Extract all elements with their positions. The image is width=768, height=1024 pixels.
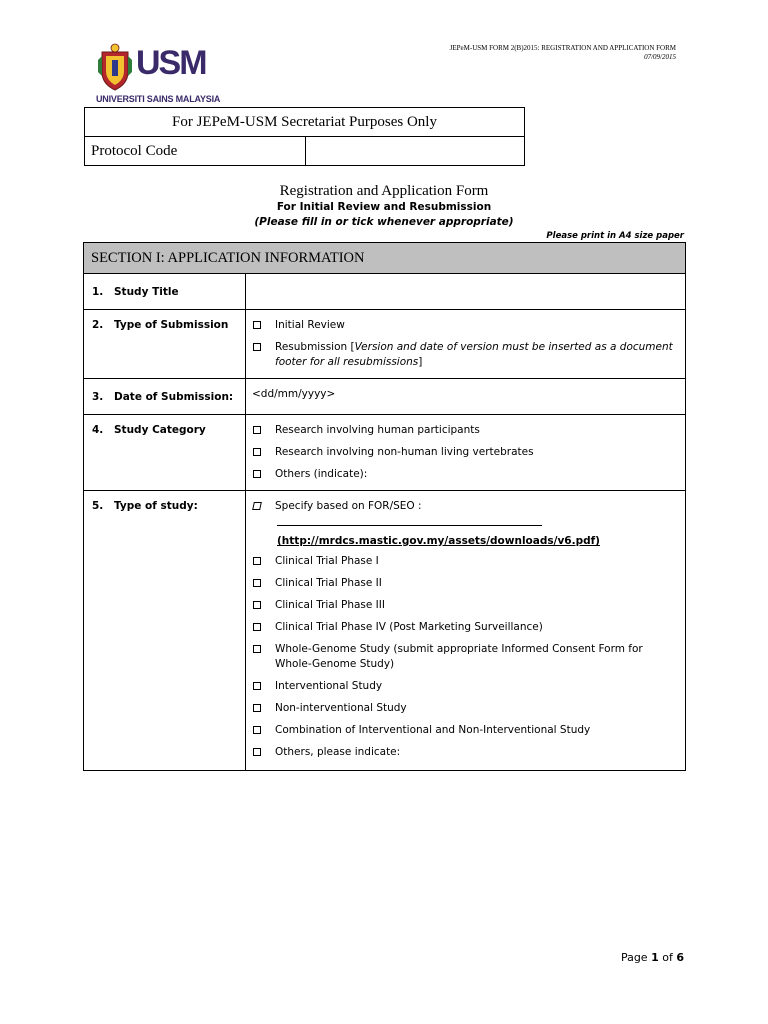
submission-type-label: 2. Type of Submission	[84, 310, 246, 379]
form-instruction: (Please fill in or tick whenever appropriate)	[254, 216, 514, 228]
table-row	[84, 310, 686, 379]
table-row	[84, 491, 686, 771]
option-resubmission[interactable]: Resubmission [Version and date of version must be inserted as a document footer for all resubmissions]	[252, 340, 679, 370]
checkbox-icon[interactable]	[253, 557, 261, 565]
option-clinical-phase-3[interactable]: Clinical Trial Phase III	[252, 598, 679, 613]
checkbox-icon[interactable]	[253, 645, 261, 653]
option-human-participants[interactable]: Research involving human participants	[252, 423, 679, 438]
date-label: 3. Date of Submission:	[84, 379, 246, 415]
logo-university-name: UNIVERSITI SAINS MALAYSIA	[96, 94, 221, 104]
checkbox-icon[interactable]	[253, 343, 261, 351]
protocol-code-field[interactable]	[306, 137, 525, 166]
form-ref-text: JEPeM-USM FORM 2(B)2015: REGISTRATION AND APPLICATION FORM	[449, 44, 676, 52]
for-seo-input-line[interactable]	[277, 516, 542, 526]
option-non-interventional[interactable]: Non-interventional Study	[252, 701, 679, 716]
protocol-code-label: Protocol Code	[85, 137, 306, 166]
option-clinical-phase-1[interactable]: Clinical Trial Phase I	[252, 554, 679, 569]
option-specify-for-seo[interactable]: Specify based on FOR/SEO :	[252, 499, 679, 514]
checkbox-icon[interactable]	[253, 579, 261, 587]
option-interventional[interactable]: Interventional Study	[252, 679, 679, 694]
secretariat-title: For JEPeM-USM Secretariat Purposes Only	[85, 108, 525, 137]
study-category-options	[246, 415, 686, 491]
option-clinical-phase-4[interactable]: Clinical Trial Phase IV (Post Marketing Surveillance)	[252, 620, 679, 635]
usm-crest-icon	[96, 42, 134, 92]
checkbox-icon[interactable]	[253, 748, 261, 756]
option-others-type[interactable]: Others, please indicate:	[252, 745, 679, 760]
option-whole-genome[interactable]: Whole-Genome Study (submit appropriate Informed Consent Form for Whole-Genome Study)	[252, 642, 679, 672]
study-title-label: 1. Study Title	[84, 274, 246, 310]
form-title: Registration and Application Form	[279, 183, 489, 199]
section-heading: SECTION I: APPLICATION INFORMATION	[84, 243, 686, 274]
study-title-field[interactable]	[246, 274, 686, 310]
checkbox-icon[interactable]	[253, 601, 261, 609]
application-info-table	[83, 242, 686, 771]
checkbox-icon[interactable]	[253, 623, 261, 631]
study-type-label: 5. Type of study:	[84, 491, 246, 771]
option-others-category[interactable]: Others (indicate):	[252, 467, 679, 482]
checkbox-icon[interactable]	[253, 682, 261, 690]
checkbox-icon[interactable]	[253, 448, 261, 456]
mrdcs-link[interactable]: (http://mrdcs.mastic.gov.my/assets/downloads/v6.pdf)	[277, 535, 600, 547]
table-row	[84, 274, 686, 310]
logo-usm-text: USM	[136, 44, 206, 82]
checkbox-icon[interactable]	[253, 726, 261, 734]
checkbox-icon[interactable]	[253, 470, 261, 478]
option-initial-review[interactable]: Initial Review	[252, 318, 679, 333]
option-clinical-phase-2[interactable]: Clinical Trial Phase II	[252, 576, 679, 591]
page-number: Page 1 of 6	[620, 951, 684, 964]
checkbox-icon[interactable]	[253, 426, 261, 434]
date-of-submission-field[interactable]: <dd/mm/yyyy>	[246, 379, 686, 415]
checkbox-icon[interactable]	[252, 502, 262, 510]
checkbox-icon[interactable]	[253, 321, 261, 329]
checkbox-icon[interactable]	[253, 704, 261, 712]
form-title-block	[0, 182, 768, 229]
study-type-options	[246, 491, 686, 771]
study-category-label: 4. Study Category	[84, 415, 246, 491]
table-row	[84, 379, 686, 415]
option-non-human-vertebrates[interactable]: Research involving non-human living vertebrates	[252, 445, 679, 460]
form-reference	[450, 44, 676, 62]
submission-type-options	[246, 310, 686, 379]
usm-logo	[96, 42, 221, 104]
print-note: Please print in A4 size paper	[546, 231, 684, 241]
secretariat-box	[84, 107, 525, 166]
form-subtitle: For Initial Review and Resubmission	[276, 201, 492, 213]
table-row	[84, 415, 686, 491]
option-combination[interactable]: Combination of Interventional and Non-Interventional Study	[252, 723, 679, 738]
form-ref-date: 07/09/2015	[644, 53, 676, 61]
